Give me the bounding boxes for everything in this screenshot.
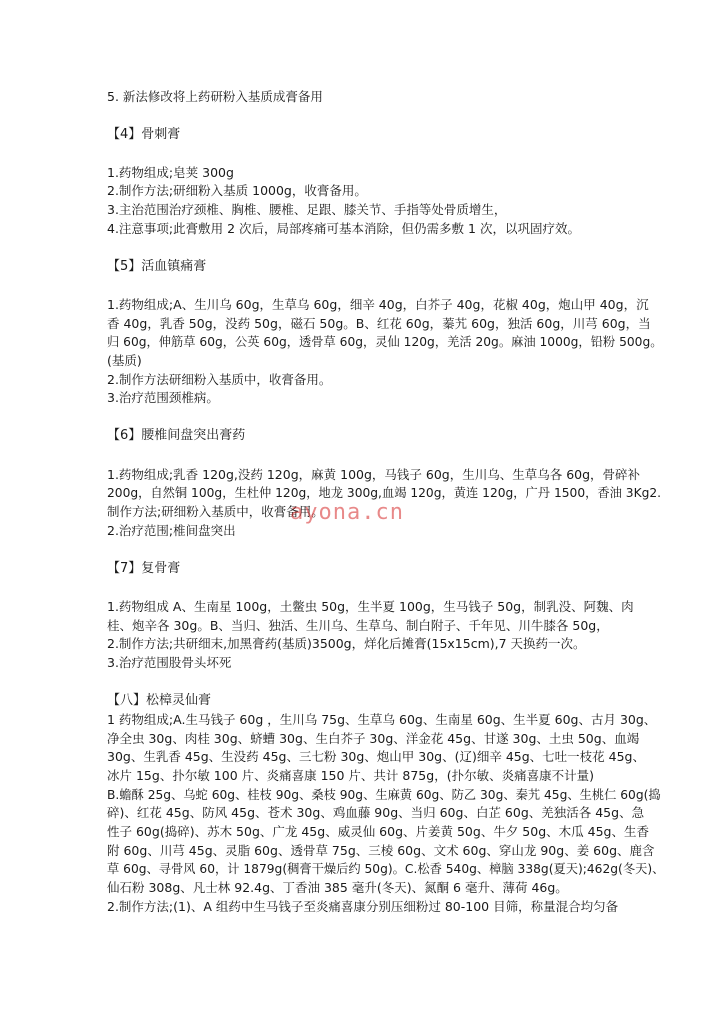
text-line: 2.制作方法;(1)、A 组药中生马钱子至炎痛喜康分别压细粉过 80-100 目筛，称量混合均匀备 xyxy=(107,899,619,914)
text-line: 3.治疗范围颈椎病。 xyxy=(107,390,219,405)
text-line: 香 40g，乳香 50g，没药 50g，磁石 50g。B、红花 60g，蓁艽 60g，独活 60g，川芎 60g，当 xyxy=(107,316,651,331)
text-line: 1.药物组成 A、生南星 100g，土鳖虫 50g，生半夏 100g，生马钱子 50g，制乳没、阿魏、肉 xyxy=(107,599,634,614)
text-line: 200g，自然铜 100g，生杜仲 120g，地龙 300g,血竭 120g，黄连 120g，广丹 1500，香油 3Kg2. xyxy=(107,486,662,500)
text-line: 2.制作方法研细粉入基质中，收膏备用。 xyxy=(107,372,332,387)
text-line: 3.主治范围治疗颈椎、胸椎、腰椎、足跟、膝关节、手指等处骨质增生， xyxy=(107,202,507,217)
section-heading: 【4】骨刺膏 xyxy=(107,127,181,142)
section-heading: 【八】松樟灵仙膏 xyxy=(107,693,212,708)
text-line: 2.制作方法;研细粉入基质 1000g，收膏备用。 xyxy=(107,183,367,198)
text-line: B.蟾酥 25g、乌蛇 60g、桂枝 90g、桑枝 90g、生麻黄 60g、防乙 30g、秦艽 45g、生桃仁 60g(捣 xyxy=(107,788,661,802)
text-line: 1 药物组成;A.生马钱子 60g ，生川乌 75g、生草乌 60g、生南星 60g、生半夏 60g、古月 30g、 xyxy=(107,712,657,727)
section-heading: 【7】复骨膏 xyxy=(107,561,181,576)
text-line: 碎)、红花 45g、防风 45g、苍术 30g、鸡血藤 90g、当归 60g、白芷 60g、羌独活各 45g、急 xyxy=(107,805,645,820)
text-line: 1.药物组成;乳香 120g,没药 120g，麻黄 100g，马钱子 60g，生川乌、生草乌各 60g，骨碎补 xyxy=(107,467,641,482)
text-line: 桂、炮辛各 30g。B、当归、独活、生川乌、生草乌、制白附子、千年见、川牛膝各 50g， xyxy=(107,618,609,633)
text-line: 30g、生乳香 45g、生没药 45g、三七粉 30g、炮山甲 30g、(辽)细辛 45g、七吐一枝花 45g、 xyxy=(107,749,645,764)
text-line: 附 60g、川芎 45g、灵脂 60g、透骨草 75g、三棱 60g、文术 60g、穿山龙 90g、姜 60g、鹿含 xyxy=(107,843,655,858)
text-line: 制作方法;研细粉入基质中，收膏备用。 xyxy=(107,504,324,519)
text-line: 性子 60g(捣碎)、苏木 50g、广龙 45g、威灵仙 60g、片姜黄 50g、牛夕 50g、木瓜 45g、生香 xyxy=(107,824,649,839)
section-heading: 【6】腰椎间盘突出膏药 xyxy=(107,428,246,443)
watermark: ayona.cn xyxy=(290,500,404,525)
section-heading: 【5】活血镇痛膏 xyxy=(107,259,207,274)
text-line: 草 60g、寻骨风 60，计 1879g(稠膏干燥后约 50g)。C.松香 540g、樟脑 338g(夏天);462g(冬天)、 xyxy=(107,862,665,876)
text-line: 仙石粉 308g、凡士林 92.4g、丁香油 385 毫升(冬天)、氮酮 6 毫升、薄荷 46g。 xyxy=(107,880,568,895)
text-line: 归 60g，伸筋草 60g，公英 60g，透骨草 60g，灵仙 120g，羌活 20g。麻油 1000g，铅粉 500g。 xyxy=(107,335,663,349)
text-line: 4.注意事项;此膏敷用 2 次后，局部疼痛可基本消除，但仍需多敷 1 次，以巩固疗效。 xyxy=(107,221,580,236)
text-line: 2.制作方法;共研细末,加黑膏药(基质)3500g，烊化后摊膏(15x15cm),7 天换药一次。 xyxy=(107,636,586,651)
text-line: 净全虫 30g、肉桂 30g、蛴螬 30g、生白芥子 30g、洋金花 45g、甘遂 30g、土虫 50g、血竭 xyxy=(107,731,640,746)
text-line: 冰片 15g、扑尔敏 100 片、炎痛喜康 150 片、共计 875g，(扑尔敏、炎痛喜康不计量) xyxy=(107,768,594,783)
text-line: 1.药物组成;A、生川乌 60g，生草乌 60g，细辛 40g，白芥子 40g，花椒 40g，炮山甲 40g，沉 xyxy=(107,297,649,312)
text-line: (基质) xyxy=(107,353,142,368)
text-line: 2.治疗范围;椎间盘突出 xyxy=(107,523,236,538)
text-line: 1.药物组成;皂荚 300g xyxy=(107,165,234,180)
text-line: 3.治疗范围股骨头坏死 xyxy=(107,655,232,670)
text-line: 5. 新法修改将上药研粉入基质成膏备用 xyxy=(107,89,323,104)
